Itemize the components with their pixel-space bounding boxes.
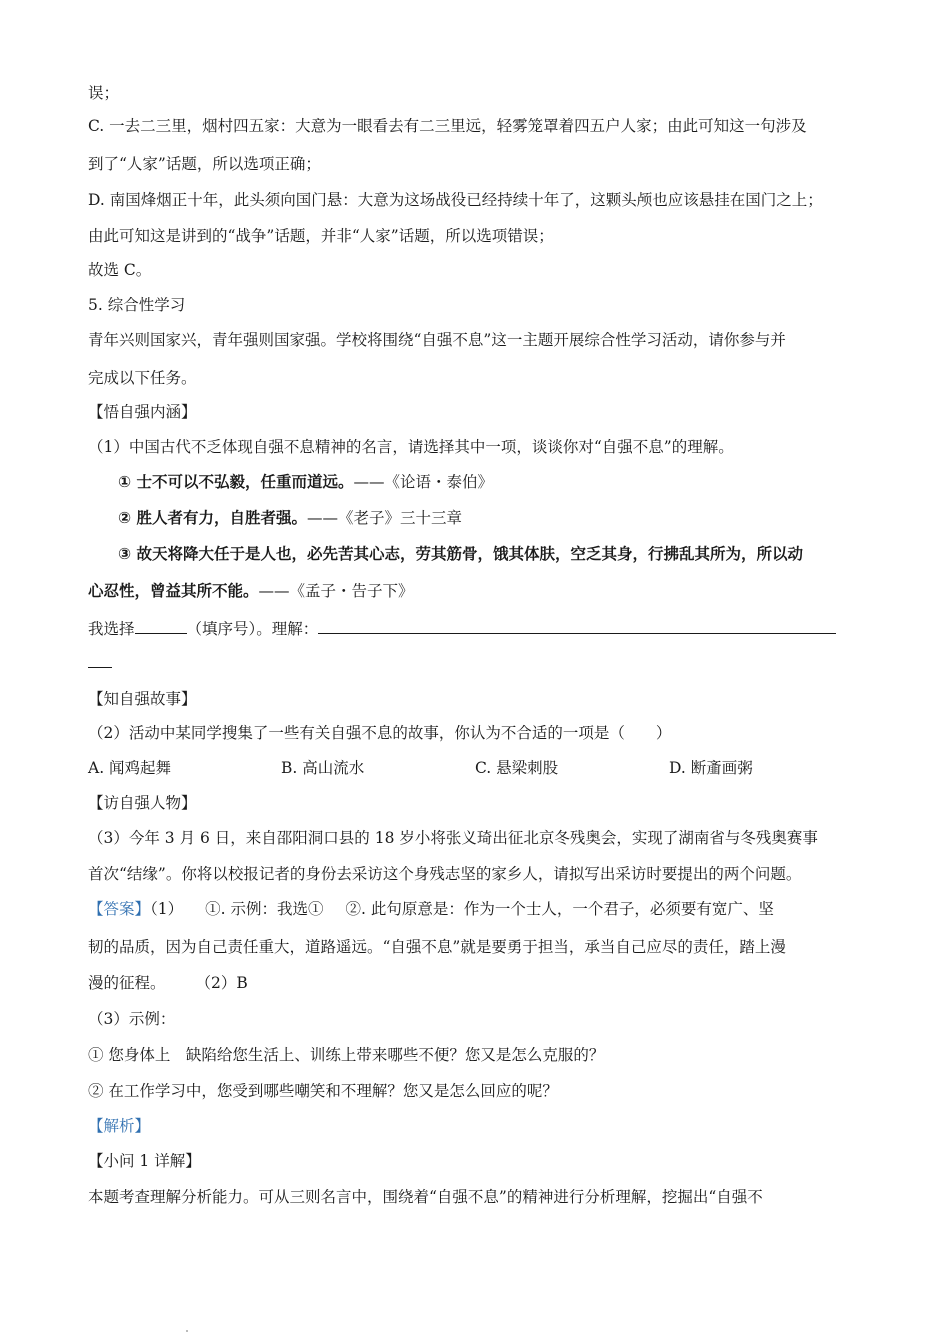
text-line: 误； — [88, 84, 120, 102]
section-heading: 【悟自强内涵】 — [88, 403, 197, 421]
answer-line — [88, 972, 868, 994]
text-line: 完成以下任务。 — [88, 369, 197, 387]
option-c: C. 悬梁刺股 — [475, 759, 559, 777]
quote-text: ③ 故天将降大任于是人也，必先苦其心志，劳其筋骨，饿其体肤，空乏其身，行拂乱其所为，所以动 — [118, 545, 804, 563]
text-line: D. 南国烽烟正十年，此头须向国门悬：大意为这场战役已经持续十年了，这颗头颅也应该悬挂在国门之上； — [88, 191, 823, 209]
text-line: （2）活动中某同学搜集了一些有关自强不息的故事，你认为不合适的一项是（ ） — [88, 724, 672, 742]
quote-item — [118, 543, 898, 565]
answer-tag: 【答案】 — [88, 900, 151, 918]
analysis-tag: 【解析】 — [88, 1117, 151, 1135]
understanding-blank-tail — [88, 652, 112, 668]
answer-part: 漫的征程。 — [88, 974, 166, 992]
quote-text: ② 胜人者有力，自胜者强。 — [118, 509, 308, 527]
quote-text: ① 士不可以不弘毅，任重而道远。 — [118, 473, 354, 491]
question-heading: 5. 综合性学习 — [88, 296, 186, 314]
quote-source: ——《孟子・告子下》 — [258, 582, 414, 600]
understanding-label: （填序号）。理解： — [186, 620, 319, 638]
answer-prompt — [88, 618, 868, 640]
answer-line — [88, 898, 868, 920]
option-a: A. 闻鸡起舞 — [88, 759, 172, 777]
quote-item-continued — [88, 580, 868, 602]
answer-line: ① 您身体上 缺陷给您生活上、训练上带来哪些不便？您又是怎么克服的？ — [88, 1046, 605, 1064]
footer-mark — [186, 1330, 188, 1332]
section-heading: 【访自强人物】 — [88, 794, 197, 812]
text-line: （1）中国古代不乏体现自强不息精神的名言，请选择其中一项，谈谈你对“自强不息”的理解。 — [88, 438, 734, 456]
answer-line: ② 在工作学习中，您受到哪些嘲笑和不理解？您又是怎么回应的呢？ — [88, 1082, 558, 1100]
quote-item — [118, 471, 898, 493]
answer-part: ②. 此句原意是：作为一个士人，一个君子，必须要有宽广、坚 — [345, 900, 774, 918]
understanding-blank — [318, 618, 836, 634]
text-line: 到了“人家”话题，所以选项正确； — [88, 155, 321, 173]
choice-blank — [135, 618, 187, 634]
text-line: 本题考查理解分析能力。可从三则名言中，围绕着“自强不息”的精神进行分析理解，挖掘出“自强不 — [88, 1188, 763, 1206]
text-line: 由此可知这是讲到的“战争”话题，并非“人家”话题，所以选项错误； — [88, 227, 554, 245]
quote-source: ——《论语・泰伯》 — [353, 473, 494, 491]
section-heading: 【小问 1 详解】 — [88, 1152, 201, 1170]
answer-part: （2）B — [195, 974, 248, 992]
text-line: （3）今年 3 月 6 日，来自邵阳洞口县的 18 岁小将张义琦出征北京冬残奥会，实现了湖南省与冬残奥赛事 — [88, 829, 818, 847]
quote-source: ——《老子》三十三章 — [307, 509, 463, 527]
answer-line: 韧的品质，因为自己责任重大，道路遥远。“自强不息”就是要勇于担当，承当自己应尽的责任，踏上漫 — [88, 938, 786, 956]
text-line: C. 一去二三里，烟村四五家：大意为一眼看去有二三里远，轻雾笼罩着四五户人家；由此可知这一句涉及 — [88, 117, 807, 135]
text-line: 故选 C。 — [88, 261, 152, 279]
answer-line: （3）示例： — [88, 1010, 176, 1028]
option-d: D. 断齑画粥 — [669, 759, 753, 777]
answer-part: ①. 示例：我选① — [205, 900, 324, 918]
answer-part: （1） — [150, 900, 184, 918]
choose-label: 我选择 — [88, 620, 135, 638]
quote-item — [118, 507, 898, 529]
section-heading: 【知自强故事】 — [88, 690, 197, 708]
text-line: 青年兴则国家兴，青年强则国家强。学校将围绕“自强不息”这一主题开展综合性学习活动，请你参与并 — [88, 331, 786, 349]
text-line: 首次“结缘”。你将以校报记者的身份去采访这个身残志坚的家乡人，请拟写出采访时要提出的两个问题。 — [88, 865, 802, 883]
quote-text: 心忍性，曾益其所不能。 — [88, 582, 259, 600]
option-b: B. 高山流水 — [281, 759, 365, 777]
answer-blank-continued — [88, 652, 868, 674]
